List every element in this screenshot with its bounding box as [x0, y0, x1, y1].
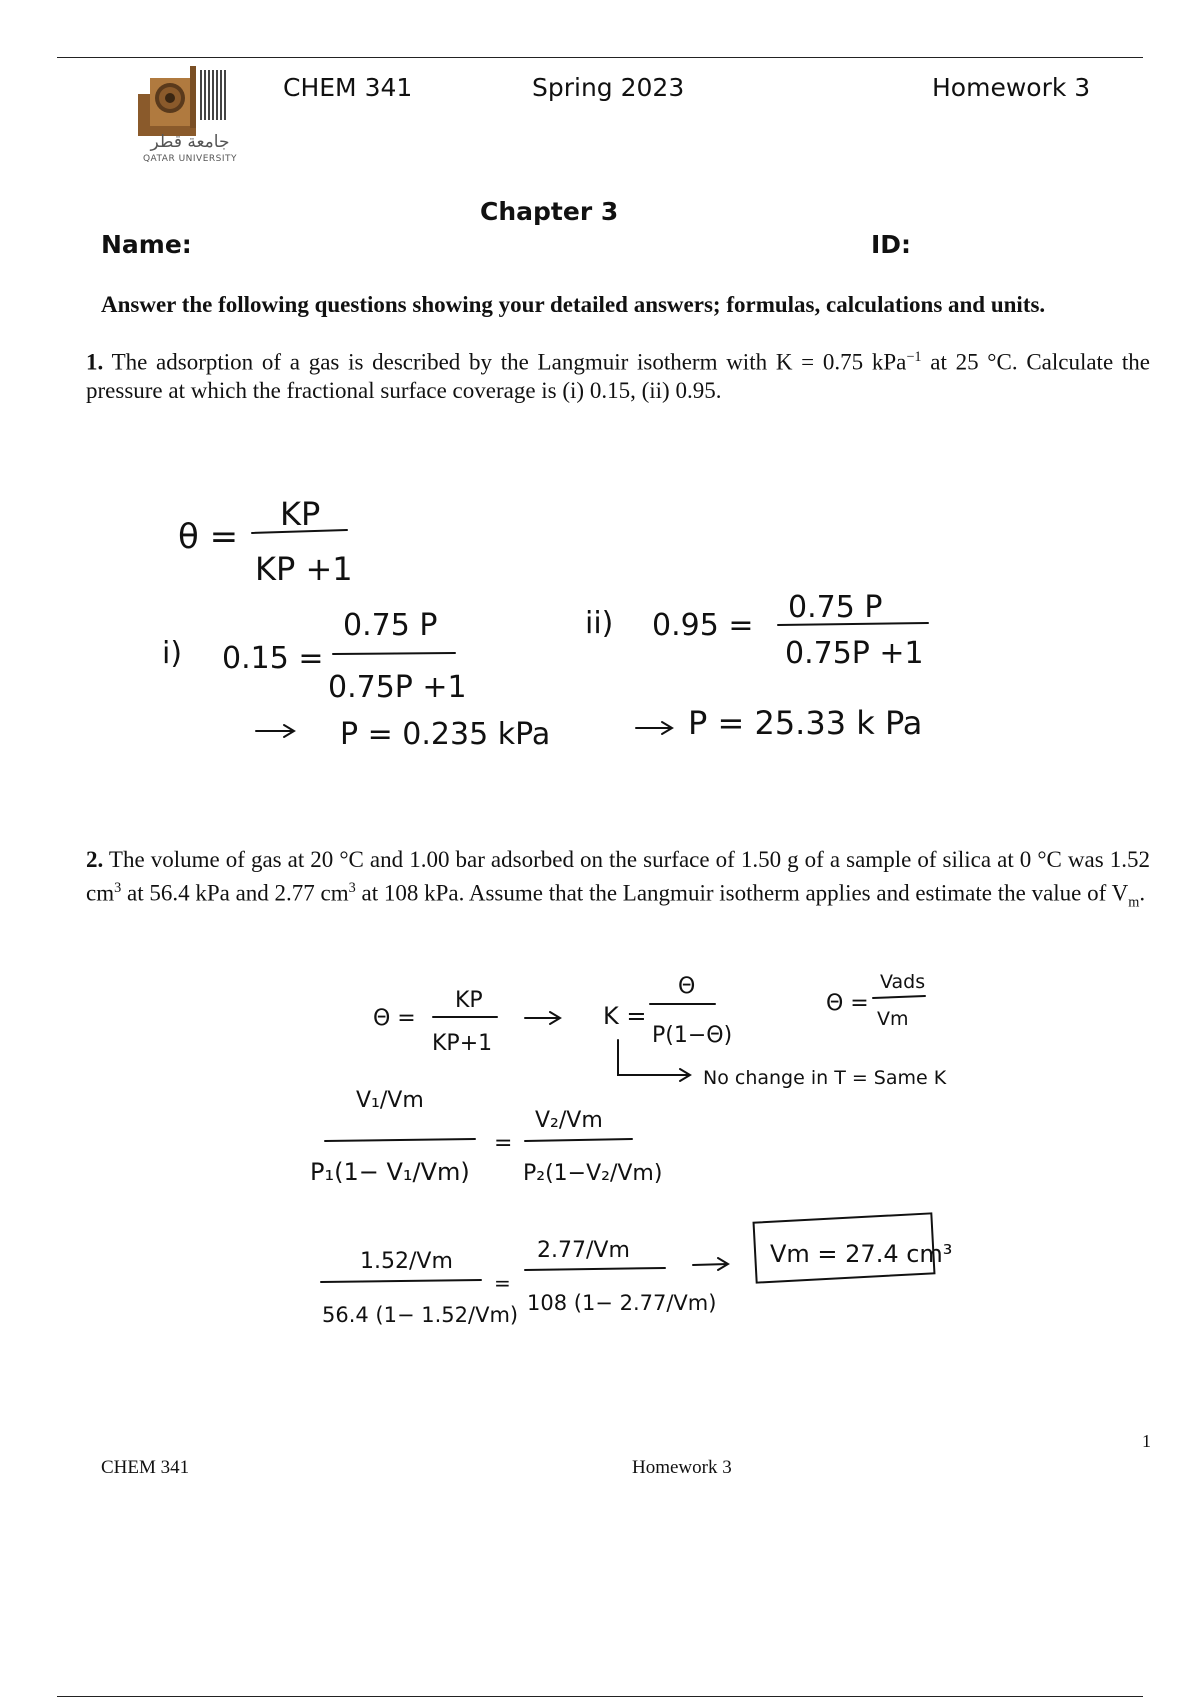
theta-label: Θ =	[373, 1006, 416, 1031]
k-denominator: P(1−Θ)	[652, 1023, 733, 1048]
k-equation: K =	[603, 1002, 647, 1030]
instructions: Answer the following questions showing your detailed answers; formulas, calculations and units.	[101, 292, 1046, 317]
footer-course: CHEM 341	[101, 1457, 190, 1478]
coverage-label: Θ =	[826, 991, 869, 1016]
rhs-values-denominator: 108 (1− 2.77/Vm)	[527, 1291, 717, 1315]
assignment-title: Homework 3	[932, 73, 1091, 102]
lhs-values-numerator: 1.52/Vm	[360, 1249, 453, 1274]
fraction-bar	[325, 1139, 475, 1141]
question-text: .	[1139, 880, 1146, 906]
note-text: No change in T = Same K	[703, 1067, 947, 1089]
part-ii-result: P = 25.33 k Pa	[688, 704, 923, 742]
part-i-numerator: 0.75 P	[343, 608, 438, 643]
final-answer: Vm = 27.4 cm³	[770, 1240, 953, 1268]
fraction-bar	[321, 1280, 481, 1282]
course-code: CHEM 341	[283, 73, 413, 102]
question-text: at 108 kPa. Assume that the Langmuir isotherm applies and estimate the value of V	[355, 880, 1129, 906]
coverage-denominator: Vm	[877, 1008, 909, 1030]
fraction-bar	[873, 996, 925, 998]
lhs-values-denominator: 56.4 (1− 1.52/Vm)	[322, 1303, 519, 1327]
part-ii-lhs: 0.95 =	[652, 608, 754, 643]
question-number: 2.	[86, 847, 104, 872]
arrow-icon	[525, 1012, 560, 1024]
fraction-bar	[333, 653, 455, 654]
name-label: Name:	[101, 230, 192, 259]
theta-numerator: KP	[280, 495, 321, 533]
rhs-values-numerator: 2.77/Vm	[537, 1238, 630, 1263]
part-ii-label: ii)	[585, 606, 614, 641]
equals-sign: =	[494, 1131, 513, 1156]
question-text: The volume of gas at 20 °C and 1.00 bar adsorbed on the surface of 1.50 g of a sample of silica at 0 °C was 1.52 cm	[86, 847, 1150, 906]
question-text: The adsorption of a gas is described by the Langmuir isotherm with K = 0.75 kPa	[111, 349, 907, 375]
arrow-icon	[693, 1258, 728, 1270]
id-label: ID:	[871, 230, 912, 259]
fraction-bar	[525, 1268, 665, 1270]
theta-label: θ =	[178, 517, 239, 557]
subscript: m	[1128, 894, 1140, 911]
q2-solution	[310, 971, 952, 1327]
chapter-title: Chapter 3	[480, 197, 619, 226]
page-number: 1	[1142, 1431, 1151, 1451]
part-i-lhs: 0.15 =	[222, 641, 324, 676]
part-i-label: i)	[162, 636, 183, 671]
part-ii-numerator: 0.75 P	[788, 590, 883, 625]
logo-arabic-name: جامعة قطر	[150, 132, 230, 152]
theta-numerator: KP	[455, 988, 483, 1013]
superscript: 3	[114, 880, 122, 896]
term: Spring 2023	[532, 73, 685, 102]
rhs-numerator: V₂/Vm	[535, 1108, 603, 1133]
question-text: at 56.4 kPa and 2.77 cm	[121, 880, 349, 906]
question-text: at 25 °C. Calculate the pressure at which the fractional surface coverage is (i) 0.15, (ii) 0.95.	[86, 349, 1150, 403]
part-i-result: P = 0.235 kPa	[340, 717, 551, 752]
superscript: 3	[348, 880, 356, 896]
question-number: 1.	[86, 349, 104, 375]
theta-denominator: KP+1	[432, 1031, 493, 1056]
coverage-numerator: Vads	[880, 971, 926, 993]
footer-assignment: Homework 3	[632, 1457, 732, 1478]
superscript: −1	[906, 349, 922, 365]
part-i-denominator: 0.75P +1	[328, 670, 467, 705]
k-numerator: Θ	[678, 974, 696, 999]
lhs-denominator: P₁(1− V₁/Vm)	[310, 1158, 470, 1186]
fraction-bar	[525, 1139, 632, 1141]
arrow-icon	[256, 725, 294, 737]
part-ii-denominator: 0.75P +1	[785, 636, 924, 671]
theta-denominator: KP +1	[255, 550, 353, 588]
rhs-denominator: P₂(1−V₂/Vm)	[523, 1161, 663, 1186]
q1-solution	[162, 495, 928, 752]
equals-sign: =	[494, 1271, 511, 1295]
arrow-icon	[636, 722, 672, 734]
logo-english-name: QATAR UNIVERSITY	[142, 154, 238, 164]
lhs-numerator: V₁/Vm	[356, 1088, 424, 1113]
